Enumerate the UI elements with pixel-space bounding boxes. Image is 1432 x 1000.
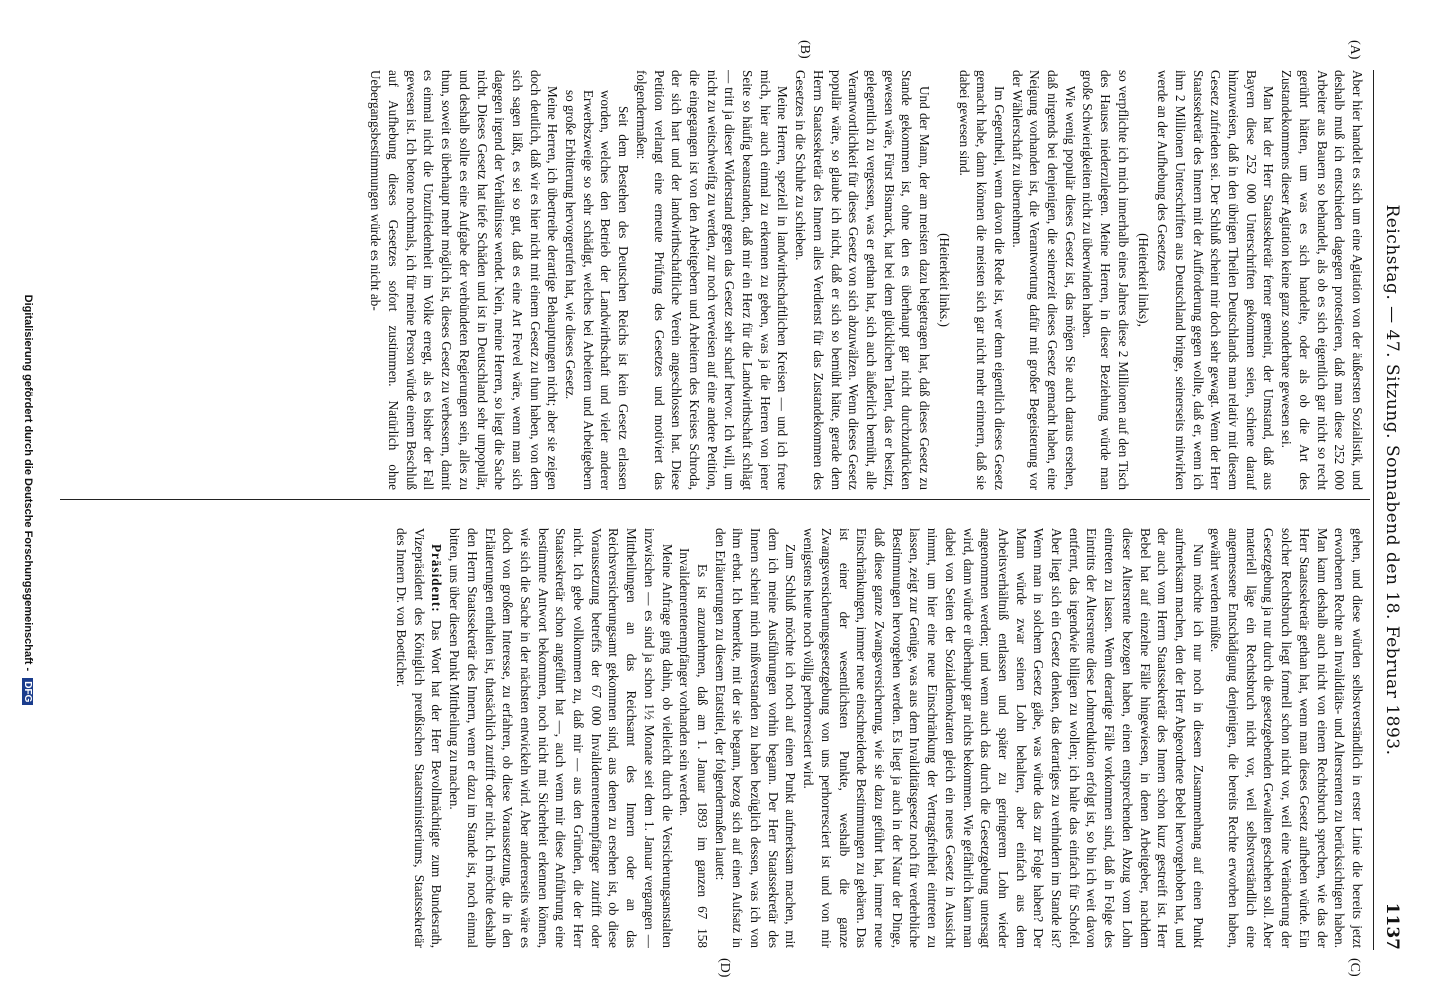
paragraph: Im Gegentheil, wenn davon die Rede ist, wer denn eigentlich dieses Gesetz gemacht habe, dann können die meisten sich gar nicht mehr erinnern, daß sie dabei gewesen sind. [956,70,1007,490]
margin-marker-c: (C) [1347,958,1362,977]
column-divider [60,499,1370,500]
page-number: 1137 [1382,902,1402,950]
president-paragraph [392,528,445,948]
quote: Es ist anzunehmen, daß am 1. Januar 1893 im ganzen 67 158 Invalidenrentenempfänger vorhanden sein werden. [677,548,710,948]
interjection: (Heiterkeit links.) [936,233,952,327]
quote: Seit dem Bestehen des Deutschen Reichs ist kein Gesetz erlassen worden, welches den Betrieb der Landwirthschaft und vieler anderer Erwerbszweige so sehr schädigt, welches bei Arbeitern und Arbeitgebern so große Erbitterung hervorgerufen hat, wie dieses Gesetz. [563,90,632,490]
interjection: (Heiterkeit links), [1135,233,1151,327]
header-rule [1373,70,1374,950]
paragraph: Und der Mann, der am meisten dazu beigetragen hat, daß dieses Gesetz zu Stande gekommen ist, ohne den es überhaupt gar nicht durchzudrücken gewesen wäre, Fürst Bismarck, hat bei dem glücklichen Talent, das er besitzt, gelegentlich zu vergessen, was er gethan hat, sich auch äußerlich bemüht, alle Verantwortlichkeit für dieses Gesetz von sich abzuwälzen. Wenn dieses Gesetz populär wäre, so glaube ich nicht, daß er sich so bemüht hätte, gerade dem Herrn Staatssekretär des Innern alles Verdienst für das Zustandekommen des Gesetzes in die Schuhe zu schieben. [793,70,933,490]
paragraph: Nun möchte ich nur noch in diesem Zusammenhang auf einen Punkt aufmerksam machen, den der Herr Abgeordnete Bebel hervorgehoben hat, und der auch vom Herrn Staatssekretär des Innern schon kurz gestreift ist. Herr Bebel hat auf einzelne Fälle hingewiesen, in denen Arbeitgeber, nachdem dieser Altersrente bezogen haben, einen entsprechenden Abzug vom Lohn eintreten zu lassen. Wenn derartige Fälle vorkommen sind, daß in Folge des Eintritts der Altersrente diese Lohnreduktion erfolgt ist, so bin ich weit davon entfernt, das irgendwie billigen zu wollen; ich halte das einfach für Schofel. Aber liegt sich ein Gesetz denken, das derartiges zu verhindern im Stande ist? Wenn man in solchem Gesetz gäbe, was würde das zur Folge haben? Der Mann würde zwar seinen Lohn behalten, aber einfach aus dem Arbeitsverhältniß entlassen und später zu geringerem Lohn wieder angenommen werden; und wenn auch das durch die Gesetzgebung untersagt wird, dann würde er überhaupt gar nichts bekommen. Wie gefährlich kann man dabei von Seiten der Sozialdemokraten gleich ein neues Gesetz in Aussicht nimmt, um hier eine neue Einschränkung der Vertragsfreiheit eintreten zu lassen, zeigt zur Genüge, was aus dem Invaliditätsgesetz noch für verderbliche Bestimmungen hervorgehen werden. Es liegt ja auch in der Natur der Dinge, daß diese ganze Zwangsversicherung, wie sie dazu geführt hat, immer neue Einschränkungen, immer neue einschneidende Bestimmungen zu gebären. Das ist einer der wesentlichsten Punkte, weshalb die ganze Zwangsversicherungsgesetzgebung von uns perhorresciert ist und von mir wenigstens heute noch völlig perhorresciert wird. [801,528,1206,948]
margin-marker-a: (A) [1347,40,1362,60]
paragraph: Zum Schluß möchte ich noch auf einen Punkt aufmerksam machen, mit dem ich meine Ausführungen vorhin begann. Der Herr Staatssekretär des Innern scheint mich mißverstanden zu haben bezüglich dessen, was ich von ihm erbat. Ich bemerkte, mit der sie begann, bezog sich auf einen Aufsatz in den Erläuterungen zu diesem Etatstitel, der folgendermaßen lautet: [712,528,799,948]
paragraph: Meine Herren, speziell in landwirthschaftlichen Kreisen — und ich freue mich, hier auch einmal zu erkennen zu geben, was ja die Herren von jener Seite so häufig beanstanden, daß mir ein Herz für die Landwirthschaft schlägt — tritt ja dieser Widerstand gegen das Gesetz sehr scharf hervor. Ich will, um nicht zu weitschweifig zu werden, zur noch verweisen auf eine andere Petition, die eingegangen ist von den Arbeitgebern und Arbeitern des Kreises Schroda, der sich hart und der landwirthschaftliche Verein angeschlossen hat. Diese Petition verlangt eine erneute Prüfung des Gesetzes und motiviert das folgendermaßen: [633,70,791,490]
paragraph: Man hat der Herr Staatssekretär ferner gemeint, der Umstand, daß aus Bayern diese 252 000 Unterschriften gekommen seien, schiene darauf hinzuweisen, daß in den übrigen Theilen Deutschlands man relativ mit diesem Gesetz zufrieden sei. Der Schluß scheint mir doch sehr gewagt. Wenn der Herr Staatssekretär des Innern mit der Aufforderung gegen wollte, daß er, wenn ich ihm 2 Millionen Unterschriften aus Deutschland bringe, seinerseits mitwirken werde an der Aufhebung des Gesetzes [1155,70,1277,490]
speaker-label: Präsident: [429,544,445,613]
paragraph: Aber hier handelt es sich um eine Agitation von der äußersten Sozialistik, und deshalb muß ich entschieden dagegen protestieren, daß man diese 252 000 Arbeiter aus Bauern so behandelt, als ob es sich eigentlich gar nicht so recht gerührt hätten, um was es sich handelte, oder als ob die Art des Zustandekommens dieser Agitation keine ganz sonderbare gewesen sei. [1279,70,1365,490]
page-title: Reichstag. — 47. Sitzung. Sonnabend den 18. Februar 1893. [1382,204,1402,756]
paragraph: gehen, und diese würden selbstverständlich in erster Linie die bereits jetzt erworbenen Rechte an Invaliditäts- und Altersrenten zu berücksichtigen haben. Man kann deshalb auch nicht von einem Rechtsbruch sprechen, wie das der Herr Staatssekretär gethan hat, wenn man dieses Gesetz aufheben würde. Ein solcher Rechtsbruch liegt formell schon nicht vor, weil eine Veränderung der Gesetzgebung ja nur durch die gesetzgebenden Gewalten geschehen soll. Aber materiell läge ein Rechtsbruch nicht vor, weil selbstverständlich eine angemessene Entschädigung denjenigen, die bereits Rechte erworben haben, gewährt werden müßte. [1208,528,1365,948]
margin-marker-b: (B) [797,40,812,59]
left-column [66,70,1366,490]
margin-marker-d: (D) [717,958,732,978]
dfg-logo: DFG [22,678,33,705]
paragraph: so verpflichte ich mich innerhalb eines Jahres diese 2 Millionen auf den Tisch des Hauses niederzulegen. Meine Herren, in dieser Beziehung würde man große Schwierigkeiten nicht zu überwinden haben. [1080,70,1131,490]
paragraph: Meine Herren, ich übertreibe derartige Behauptungen nicht; aber sie zeigen doch deutlich, daß wir es hier nicht mit einem Gesetz zu thun haben, von dem sich sagen läßt, es sei so gut, daß es eine Art Frevel wäre, wenn man sich dagegen irgend der Verhältnisse wendet. Nein, meine Herren, so liegt die Sache nicht. Dieses Gesetz hat tiefe Schäden und ist in Deutschland sehr unpopulär, und deshalb sollte es eine Aufgabe der verbündeten Regierungen sein, alles zu thun, soweit es überhaupt mehr möglich ist, dieses Gesetz zu verbessern, damit es einmal nicht die Unzufriedenheit im Volke erregt, als es bisher der Fall gewesen ist. Ich betone nochmals, ich für meine Person würde einem Beschluß auf Aufhebung dieses Gesetzes sofort zustimmen. Natürlich ohne Uebergangsbestimmungen würde es nicht ab- [368,70,561,490]
paragraph: Wie wenig populär dieses Gesetz ist, das mögen Sie auch daraus ersehen, daß nirgends bei denjenigen, die seinerzeit dieses Gesetz gemacht haben, eine Neigung vorhanden ist, die Verantwortung dafür mit großer Begeisterung vor der Wählerschaft zu übernehmen. [1009,70,1078,490]
speaker-text: Das Wort hat der Herr Bevollmächtigte zum Bundesrath, Vizepräsident des Königlich preußischen Staatsministeriums, Staatssekretär des Innern Dr. von Boetticher. [394,528,445,948]
right-column [66,528,1366,948]
digitization-footer [22,0,34,1000]
paragraph: Meine Anfrage ging dahin, ob vielleicht durch die Versicherungsanstalten inzwischen — es sind ja schon 1½ Monate seit dem 1. Januar vergangen — Mittheilungen an das Reichsamt des Innern oder an das Reichsversicherungsamt gekommen sind, aus denen zu ersehen ist, ob diese Voraussetzung betreffs der 67 000 Invalidenrentenempfänger zutrifft oder nicht. Ich gebe vollkommen zu, daß mir — aus den Gründen, die der Herr Staatssekretär schon angeführt hat —, auch wenn mir diese Anführung eine bestimmte Antwort bekommen, noch nicht mit Sicherheit erkennen können, wie sich die Sache in der nächsten entwickeln wird. Aber andererseits wäre es doch von großem Interesse, zu erfahren, ob diese Voraussetzung, die in den Erläuterungen enthalten ist, thatsächlich zutrifft oder nicht. Ich möchte deshalb den Herrn Staatssekretär des Innern, wenn er dazu im Stande ist, noch einmal bitten, uns über diesen Punkt Mittheilung zu machen. [447,528,675,948]
footer-text: Digitalisierung gefördert durch die Deutsche Forschungsgemeinschaft - [22,294,34,672]
page-header [1376,70,1402,950]
